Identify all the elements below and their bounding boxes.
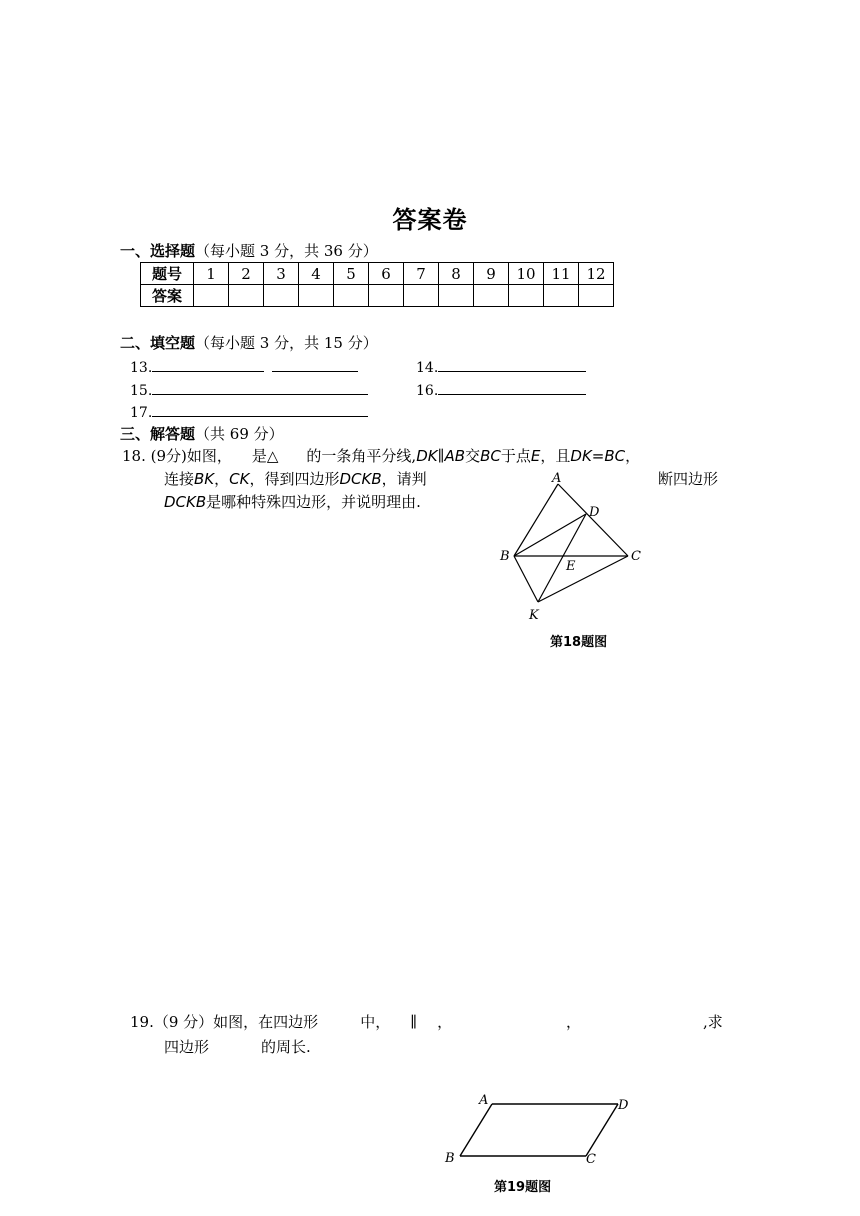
answer-cell[interactable] (334, 285, 369, 307)
q19-text: 中， (360, 1013, 391, 1031)
fill-item-17 (130, 402, 368, 421)
answer-blank[interactable] (272, 357, 358, 372)
answer-table-header-label: 题号 (141, 263, 194, 285)
answer-blank[interactable] (438, 357, 586, 372)
answer-table-header-row (141, 263, 614, 285)
q18-text: ， (625, 447, 641, 465)
question-number: 1 (194, 263, 229, 285)
q18-math: DK=BC (570, 447, 626, 465)
figure-19 (440, 1088, 640, 1172)
point-label-C: C (586, 1152, 596, 1167)
q18-math: BC (480, 447, 501, 465)
q18-text: 18. (9分)如图， (122, 447, 232, 465)
question-number: 12 (579, 263, 614, 285)
question-number: 10 (509, 263, 544, 285)
q19-line1 (130, 1010, 452, 1034)
answer-cell[interactable] (579, 285, 614, 307)
q18-math: DCKB (164, 493, 207, 511)
q18-math: DK (416, 447, 438, 465)
q18-text: ，请判 (381, 470, 427, 488)
q18-math: ∥ (437, 447, 445, 465)
section3-heading (120, 424, 284, 444)
answer-blank[interactable] (152, 402, 368, 417)
point-label-A: A (552, 471, 562, 486)
section1-heading (120, 241, 378, 261)
q18-text: 连接 (164, 470, 195, 488)
question-number: 8 (439, 263, 474, 285)
question-number: 7 (404, 263, 439, 285)
q18-line2 (164, 467, 427, 491)
q18-line2-end: 断四边形 (658, 470, 719, 488)
answer-cell[interactable] (439, 285, 474, 307)
answer-blank[interactable] (152, 357, 264, 372)
question-number: 5 (334, 263, 369, 285)
segment-AB (514, 484, 558, 556)
q19-text: 四边形 (164, 1038, 210, 1056)
fill-item-15 (130, 380, 368, 399)
q18-text: 是△ (251, 447, 279, 465)
q18-text: ，得到四边形 (249, 470, 340, 488)
question-number: 6 (369, 263, 404, 285)
answer-table-answer-row (141, 285, 614, 307)
segment-DC (586, 1104, 618, 1156)
q18-line1 (122, 444, 640, 468)
q19-line1-comma: ， (566, 1013, 582, 1031)
point-label-A: A (479, 1093, 489, 1108)
point-label-B: B (445, 1151, 455, 1166)
answer-cell[interactable] (474, 285, 509, 307)
point-label-K: K (529, 608, 539, 623)
answer-cell[interactable] (369, 285, 404, 307)
q18-math: BK (194, 470, 215, 488)
q18-math: E (530, 447, 541, 465)
fill-item-14 (416, 357, 586, 376)
fill-item-16 (416, 380, 586, 399)
fill-number: 17. (130, 405, 153, 421)
fill-number: 13. (130, 360, 153, 376)
figure-18-caption: 第18题图 (550, 635, 608, 650)
answer-cell[interactable] (264, 285, 299, 307)
question-number: 2 (229, 263, 264, 285)
q18-text: ， (214, 470, 230, 488)
question-number: 4 (299, 263, 334, 285)
q18-line3 (164, 490, 421, 514)
page-title: 答案卷 (392, 206, 468, 234)
fill-item-13 (130, 357, 358, 376)
point-label-D: D (618, 1098, 629, 1113)
answer-cell[interactable] (404, 285, 439, 307)
q19-line1-end: ,求 (703, 1013, 723, 1031)
question-number: 11 (544, 263, 579, 285)
segment-AB (460, 1104, 492, 1156)
section3-note: （共 69 分） (195, 425, 284, 443)
q18-math: DCKB (339, 470, 382, 488)
answer-cell[interactable] (229, 285, 264, 307)
point-label-B: B (500, 549, 510, 564)
segment-KC (538, 556, 628, 602)
answer-cell[interactable] (194, 285, 229, 307)
answer-cell[interactable] (509, 285, 544, 307)
section1-note: （每小题 3 分，共 36 分） (195, 242, 378, 260)
point-label-C: C (631, 549, 641, 564)
section2-note: （每小题 3 分，共 15 分） (195, 334, 378, 352)
segment-BK (514, 556, 538, 602)
section3-title: 三、解答题 (120, 425, 196, 443)
q19-line2 (164, 1035, 311, 1059)
fill-number: 16. (416, 383, 439, 399)
point-label-D: D (589, 505, 600, 520)
q18-text: 的一条角平分线, (306, 447, 417, 465)
q18-text: 是哪种特殊四边形，并说明理由. (206, 493, 421, 511)
figure-19-caption: 第19题图 (494, 1180, 552, 1195)
q19-text: 19. (130, 1013, 154, 1031)
fill-number: 15. (130, 383, 153, 399)
answer-cell[interactable] (299, 285, 334, 307)
q18-math: CK (229, 470, 250, 488)
question-number: 3 (264, 263, 299, 285)
q18-math: AB (444, 447, 466, 465)
q19-text: ， (437, 1013, 453, 1031)
q19-math: ∥ (410, 1013, 418, 1031)
section2-title: 二、填空题 (120, 334, 196, 352)
q19-text: （9 分）如图，在四边形 (153, 1013, 319, 1031)
answer-table (140, 262, 614, 307)
section1-title: 一、选择题 (120, 242, 196, 260)
answer-table-answer-label: 答案 (141, 285, 194, 307)
question-number: 9 (474, 263, 509, 285)
answer-blank[interactable] (152, 380, 368, 395)
segment-DK (538, 514, 586, 602)
section2-heading (120, 333, 378, 353)
answer-cell[interactable] (544, 285, 579, 307)
q19-text: 的周长. (261, 1038, 311, 1056)
answer-blank[interactable] (438, 380, 586, 395)
fill-number: 14. (416, 360, 439, 376)
figure-18 (490, 470, 650, 630)
point-label-E: E (566, 559, 576, 574)
q18-text: 于点 (500, 447, 531, 465)
q18-text: 交 (465, 447, 481, 465)
q18-text: ，且 (540, 447, 571, 465)
